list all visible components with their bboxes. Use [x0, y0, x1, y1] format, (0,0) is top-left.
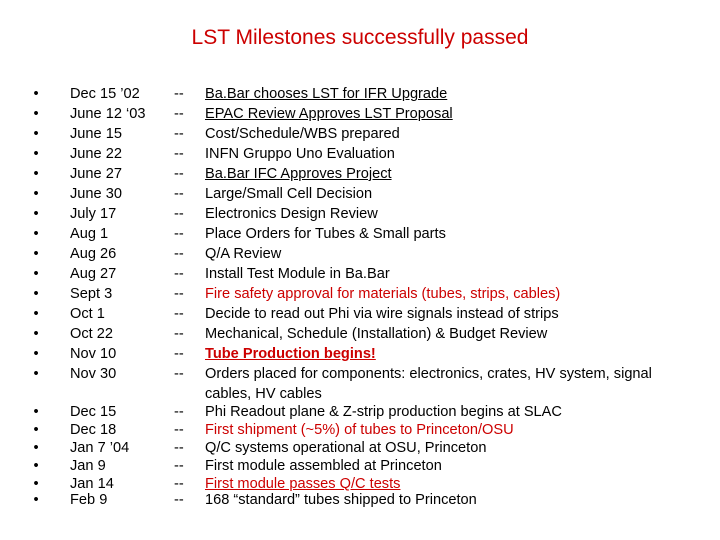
milestone-row: [0, 284, 720, 304]
milestone-row: [0, 324, 720, 344]
milestone-text: First module assembled at Princeton: [205, 458, 442, 474]
milestone-date: June 22: [70, 146, 122, 162]
milestone-text: Cost/Schedule/WBS prepared: [205, 126, 400, 142]
milestone-text: Ba.Bar chooses LST for IFR Upgrade: [205, 86, 448, 102]
milestone-row: [0, 224, 720, 244]
bullet-icon: •: [33, 422, 39, 438]
milestone-date: Aug 27: [70, 266, 117, 282]
separator: --: [174, 206, 184, 222]
milestone-date: Nov 30: [70, 366, 117, 382]
milestone-text: Decide to read out Phi via wire signals instead of strips: [205, 306, 559, 322]
milestone-row: [0, 144, 720, 164]
milestone-text: Fire safety approval for materials (tubes, strips, cables): [205, 286, 561, 302]
bullet-icon: •: [33, 476, 39, 492]
bullet-icon: •: [33, 146, 39, 162]
milestone-row: [0, 124, 720, 144]
bullet-icon: •: [33, 226, 39, 242]
milestone-text: First shipment (~5%) of tubes to Princeton/OSU: [205, 422, 514, 438]
separator: --: [174, 186, 184, 202]
separator: --: [174, 326, 184, 342]
milestone-date: June 30: [70, 186, 122, 202]
milestone-date: Jan 14: [70, 476, 114, 492]
milestone-text: Large/Small Cell Decision: [205, 186, 373, 202]
separator: --: [174, 422, 184, 438]
separator: --: [174, 458, 184, 474]
milestone-text: EPAC Review Approves LST Proposal: [205, 106, 453, 122]
separator: --: [174, 226, 184, 242]
bullet-icon: •: [33, 326, 39, 342]
milestone-date: Dec 15: [70, 404, 117, 420]
milestone-text: Mechanical, Schedule (Installation) & Budget Review: [205, 326, 548, 342]
milestone-row: [0, 304, 720, 324]
separator: --: [174, 404, 184, 420]
milestone-text: Place Orders for Tubes & Small parts: [205, 226, 446, 242]
bullet-icon: •: [33, 404, 39, 420]
milestone-date: Jan 7 ’04: [70, 440, 130, 456]
slide-title: LST Milestones successfully passed: [191, 26, 529, 49]
milestone-text: Phi Readout plane & Z-strip production begins at SLAC: [205, 404, 562, 420]
separator: --: [174, 246, 184, 262]
milestone-row: [0, 402, 720, 422]
milestone-date: July 17: [70, 206, 117, 222]
milestone-text: Q/C systems operational at OSU, Princeton: [205, 440, 487, 456]
milestone-text: Orders placed for components: electronics, crates, HV system, signal cables, HV cables: [205, 366, 652, 402]
milestone-date: June 12 ‘03: [70, 106, 146, 122]
milestone-row: [0, 364, 720, 404]
milestone-row: [0, 244, 720, 264]
separator: --: [174, 346, 184, 362]
bullet-icon: •: [33, 266, 39, 282]
bullet-icon: •: [33, 106, 39, 122]
milestone-text: INFN Gruppo Uno Evaluation: [205, 146, 395, 162]
separator: --: [174, 166, 184, 182]
milestone-date: Jan 9: [70, 458, 106, 474]
milestone-text: 168 “standard” tubes shipped to Princeton: [205, 492, 477, 508]
milestone-row: [0, 84, 720, 104]
milestone-date: Aug 26: [70, 246, 117, 262]
milestone-row: [0, 104, 720, 124]
bullet-icon: •: [33, 246, 39, 262]
bullet-icon: •: [33, 186, 39, 202]
bullet-icon: •: [33, 206, 39, 222]
separator: --: [174, 126, 184, 142]
bullet-icon: •: [33, 286, 39, 302]
separator: --: [174, 492, 184, 508]
milestone-row: [0, 344, 720, 364]
separator: --: [174, 306, 184, 322]
milestone-date: Dec 15 ’02: [70, 86, 140, 102]
bullet-icon: •: [33, 458, 39, 474]
milestone-text: Q/A Review: [205, 246, 282, 262]
separator: --: [174, 86, 184, 102]
milestone-date: June 27: [70, 166, 122, 182]
separator: --: [174, 440, 184, 456]
milestone-text: Ba.Bar IFC Approves Project: [205, 166, 392, 182]
milestone-row: [0, 204, 720, 224]
milestone-date: Sept 3: [70, 286, 113, 302]
bullet-icon: •: [33, 126, 39, 142]
milestone-date: June 15: [70, 126, 122, 142]
separator: --: [174, 146, 184, 162]
milestone-row: [0, 438, 720, 458]
bullet-icon: •: [33, 440, 39, 456]
milestone-row: [0, 264, 720, 284]
milestone-text: First module passes Q/C tests: [205, 476, 401, 492]
milestone-date: Feb 9: [70, 492, 108, 508]
separator: --: [174, 286, 184, 302]
milestone-row: [0, 490, 720, 510]
milestone-text: Install Test Module in Ba.Bar: [205, 266, 390, 282]
milestone-text: Electronics Design Review: [205, 206, 378, 222]
bullet-icon: •: [33, 366, 39, 382]
bullet-icon: •: [33, 166, 39, 182]
separator: --: [174, 106, 184, 122]
milestone-row: [0, 420, 720, 440]
separator: --: [174, 366, 184, 382]
bullet-icon: •: [33, 492, 39, 508]
bullet-icon: •: [33, 306, 39, 322]
milestone-date: Oct 1: [70, 306, 105, 322]
separator: --: [174, 266, 184, 282]
milestone-date: Aug 1: [70, 226, 109, 242]
milestone-date: Dec 18: [70, 422, 117, 438]
milestone-row: [0, 164, 720, 184]
milestone-date: Oct 22: [70, 326, 113, 342]
milestone-date: Nov 10: [70, 346, 117, 362]
milestone-row: [0, 184, 720, 204]
bullet-icon: •: [33, 86, 39, 102]
milestone-text: Tube Production begins!: [205, 346, 376, 362]
milestone-row: [0, 456, 720, 476]
separator: --: [174, 476, 184, 492]
bullet-icon: •: [33, 346, 39, 362]
